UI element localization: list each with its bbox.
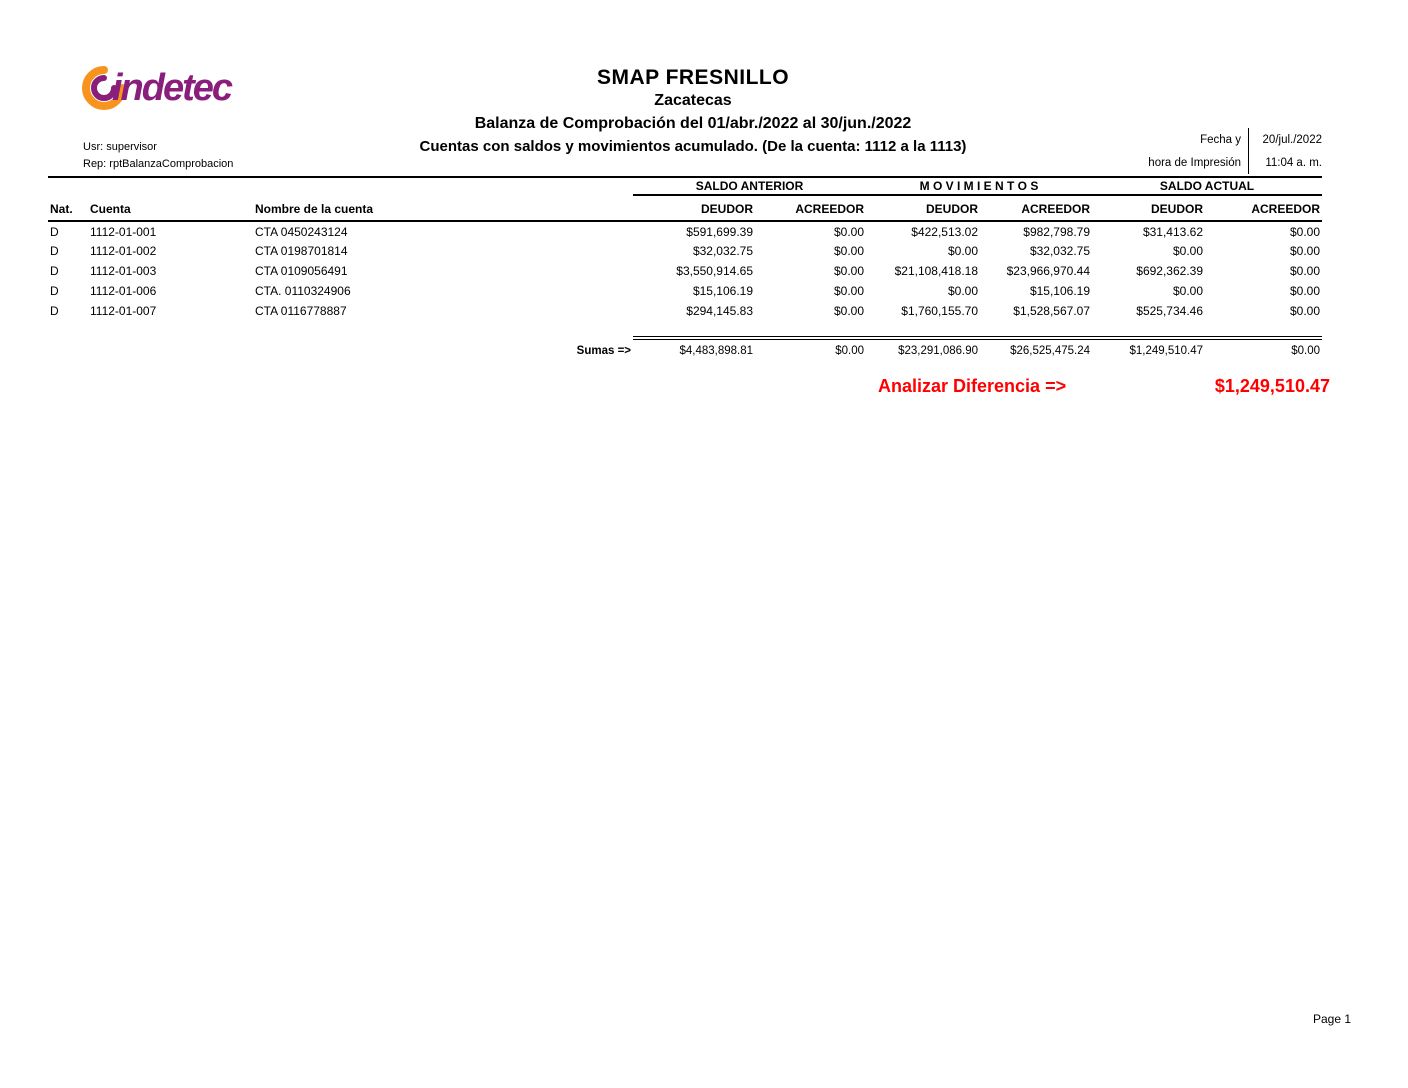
sums-row [48, 338, 1322, 361]
table-group-header-row [48, 177, 1322, 195]
analysis-line [878, 376, 1330, 397]
group-movimientos: M O V I M I E N T O S [866, 177, 1092, 195]
print-date-value: 20/jul./2022 [1248, 128, 1322, 151]
page-number: Page 1 [1313, 1012, 1352, 1026]
cell-sa-deudor: $294,145.83 [686, 304, 754, 318]
cell-nat: D [50, 304, 59, 318]
cell-act-deudor: $0.00 [1172, 284, 1204, 298]
col-header-nat: Nat. [48, 195, 88, 221]
col-header-nombre: Nombre de la cuenta [253, 195, 633, 221]
cell-cuenta: 1112-01-001 [90, 224, 157, 239]
cell-cuenta: 1112-01-003 [90, 264, 157, 278]
user-label: Usr: supervisor [83, 141, 157, 153]
group-spacer [48, 177, 633, 195]
analysis-label: Analizar Diferencia => [878, 376, 1067, 396]
cell-mov-deudor: $0.00 [947, 284, 979, 298]
cell-act-deudor: $525,734.46 [1136, 304, 1204, 318]
cell-mov-acreedor: $23,966,970.44 [1006, 264, 1091, 278]
analysis-value: $1,249,510.47 [1214, 376, 1330, 396]
sum-mov-acreedor: $26,525,475.24 [980, 338, 1092, 361]
cell-nombre: CTA 0116778887 [255, 304, 347, 318]
cell-act-deudor: $31,413.62 [1142, 224, 1204, 239]
cell-cuenta: 1112-01-007 [90, 304, 157, 318]
cell-sa-deudor: $15,106.19 [692, 284, 754, 298]
sums-label: Sumas => [576, 345, 632, 357]
cell-nombre: CTA 0109056491 [255, 264, 348, 278]
sum-mov-deudor: $23,291,086.90 [866, 338, 980, 361]
print-time-label: hora de Impresión [1148, 156, 1241, 169]
cell-nombre: CTA. 0110324906 [255, 284, 351, 298]
col-header-act-deudor: DEUDOR [1092, 195, 1205, 221]
cell-nat: D [50, 264, 59, 278]
cell-mov-acreedor: $1,528,567.07 [1013, 304, 1091, 318]
table-row [48, 281, 1322, 301]
cell-act-acreedor: $0.00 [1289, 284, 1321, 298]
cell-nombre: CTA 0450243124 [255, 224, 348, 239]
cell-cuenta: 1112-01-006 [90, 284, 157, 298]
cell-act-acreedor: $0.00 [1289, 264, 1321, 278]
cell-sa-acreedor: $0.00 [833, 244, 865, 258]
cell-act-deudor: $0.00 [1172, 244, 1204, 258]
sums-spacer [48, 338, 253, 361]
report-title: Balanza de Comprobación del 01/abr./2022 al 30/jun./2022 [474, 115, 912, 132]
cell-mov-acreedor: $32,032.75 [1029, 244, 1091, 258]
table-row [48, 241, 1322, 261]
print-date-label: Fecha y [1200, 133, 1241, 146]
col-header-cuenta: Cuenta [88, 195, 253, 221]
table-row [48, 221, 1322, 241]
cell-mov-deudor: $422,513.02 [911, 224, 979, 239]
meta-right [1148, 128, 1322, 174]
group-saldo-actual: SALDO ACTUAL [1092, 177, 1322, 195]
cell-sa-acreedor: $0.00 [833, 304, 865, 318]
cell-sa-deudor: $32,032.75 [692, 244, 754, 258]
balance-table [48, 176, 1322, 361]
print-date-row [1148, 128, 1322, 151]
cell-mov-acreedor: $15,106.19 [1029, 284, 1091, 298]
cell-sa-deudor: $3,550,914.65 [676, 264, 754, 278]
sum-sa-deudor: $4,483,898.81 [633, 338, 755, 361]
group-saldo-anterior: SALDO ANTERIOR [633, 177, 866, 195]
col-header-sa-deudor: DEUDOR [633, 195, 755, 221]
col-header-mov-acreedor: ACREEDOR [980, 195, 1092, 221]
cell-act-acreedor: $0.00 [1289, 224, 1321, 239]
cell-act-acreedor: $0.00 [1289, 304, 1321, 318]
print-time-row [1148, 151, 1322, 174]
cell-sa-acreedor: $0.00 [833, 224, 865, 239]
cell-nat: D [50, 244, 59, 258]
print-time-value: 11:04 a. m. [1248, 151, 1322, 174]
cell-mov-deudor: $0.00 [947, 244, 979, 258]
sum-sa-acreedor: $0.00 [755, 338, 866, 361]
cell-nat: D [50, 224, 59, 239]
logo-text: indetec [112, 66, 232, 109]
table-row [48, 261, 1322, 281]
state-name: Zacatecas [654, 92, 732, 109]
meta-left [83, 139, 233, 173]
cell-mov-deudor: $1,760,155.70 [901, 304, 979, 318]
sum-act-acreedor: $0.00 [1205, 338, 1322, 361]
company-name: SMAP FRESNILLO [596, 66, 790, 89]
table-column-header-row [48, 195, 1322, 221]
sum-act-deudor: $1,249,510.47 [1092, 338, 1205, 361]
cell-act-deudor: $692,362.39 [1136, 264, 1204, 278]
cell-cuenta: 1112-01-002 [90, 244, 157, 258]
table-row [48, 301, 1322, 321]
report-id-label: Rep: rptBalanzaComprobacion [83, 158, 234, 170]
cell-nombre: CTA 0198701814 [255, 244, 348, 258]
col-header-mov-deudor: DEUDOR [866, 195, 980, 221]
col-header-sa-acreedor: ACREEDOR [755, 195, 866, 221]
cell-act-acreedor: $0.00 [1289, 244, 1321, 258]
cell-mov-deudor: $21,108,418.18 [894, 264, 979, 278]
cell-sa-acreedor: $0.00 [833, 264, 865, 278]
col-header-act-acreedor: ACREEDOR [1205, 195, 1322, 221]
spacer-row [48, 321, 1322, 338]
cell-sa-deudor: $591,699.39 [686, 224, 754, 239]
cell-mov-acreedor: $982,798.79 [1023, 224, 1091, 239]
report-subtitle: Cuentas con saldos y movimientos acumulado. (De la cuenta: 1112 a la 1113) [419, 138, 967, 155]
cell-nat: D [50, 284, 59, 298]
cell-sa-acreedor: $0.00 [833, 284, 865, 298]
